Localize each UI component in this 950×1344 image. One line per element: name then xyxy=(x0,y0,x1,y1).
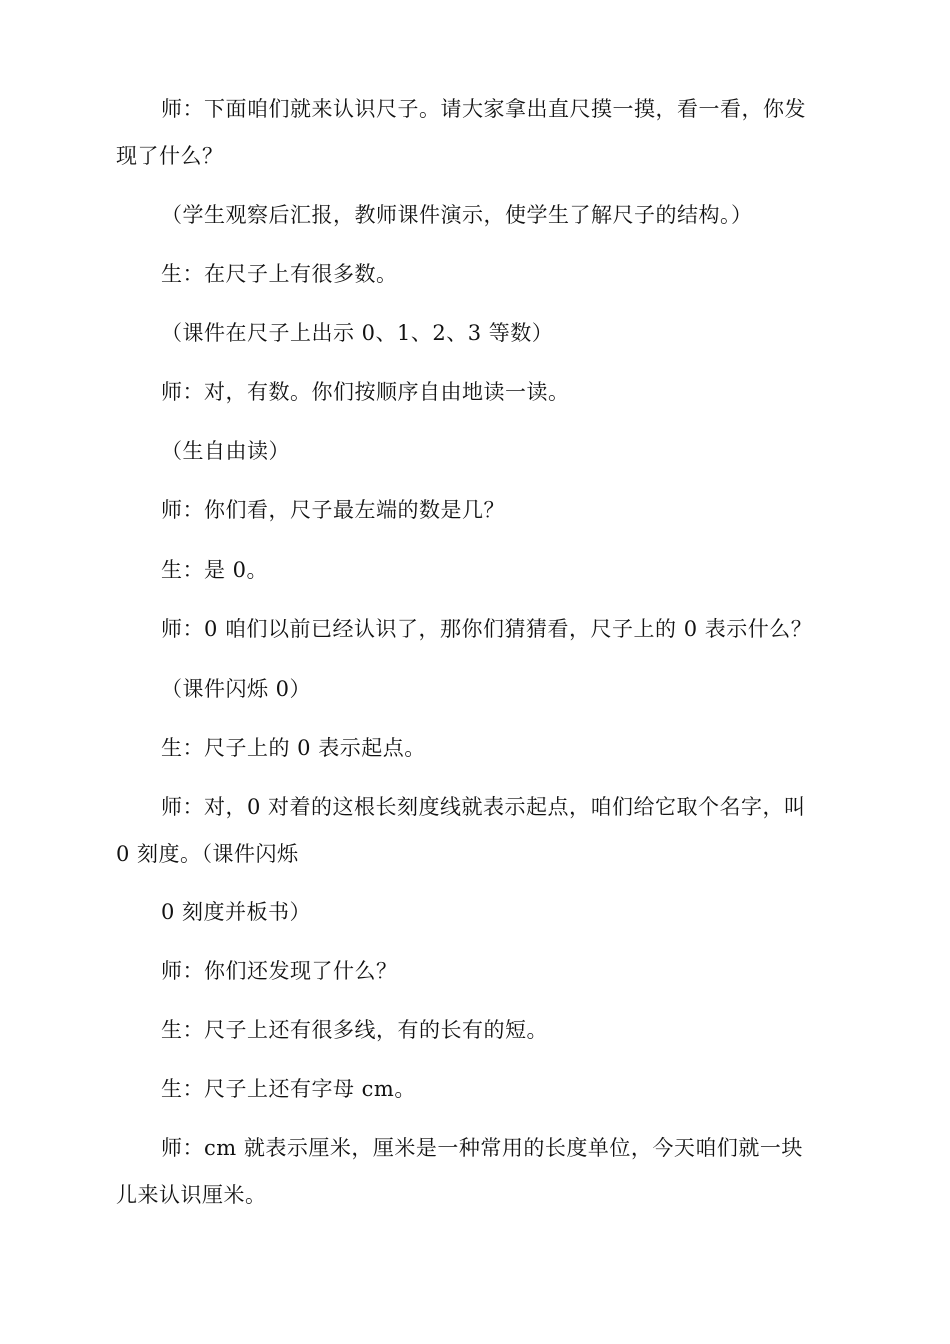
paragraph-11: 生：尺子上的 0 表示起点。 xyxy=(161,736,426,760)
paragraph-5: 师：对，有数。你们按顺序自由地读一读。 xyxy=(161,380,570,404)
paragraph-12-line-2: 0 刻度。（课件闪烁 xyxy=(116,842,299,866)
paragraph-1-line-2: 现了什么？ xyxy=(116,144,224,168)
paragraph-9: 师：0 咱们以前已经认识了，那你们猜猜看，尺子上的 0 表示什么？ xyxy=(161,617,813,641)
paragraph-7: 师：你们看，尺子最左端的数是几？ xyxy=(161,498,505,522)
paragraph-10: （课件闪烁 0） xyxy=(161,677,312,701)
paragraph-17-line-1: 师：cm 就表示厘米，厘米是一种常用的长度单位，今天咱们就一块 xyxy=(161,1136,803,1160)
paragraph-2: （学生观察后汇报，教师课件演示，使学生了解尺子的结构。） xyxy=(161,203,753,227)
paragraph-14: 师：你们还发现了什么？ xyxy=(161,959,398,983)
paragraph-15: 生：尺子上还有很多线，有的长有的短。 xyxy=(161,1018,548,1042)
paragraph-12-line-1: 师：对，0 对着的这根长刻度线就表示起点，咱们给它取个名字，叫 xyxy=(161,795,806,819)
paragraph-6: （生自由读） xyxy=(161,439,290,463)
paragraph-8: 生：是 0。 xyxy=(161,558,269,582)
paragraph-1-line-1: 师：下面咱们就来认识尺子。请大家拿出直尺摸一摸，看一看，你发 xyxy=(161,97,806,121)
paragraph-16: 生：尺子上还有字母 cm。 xyxy=(161,1077,416,1101)
paragraph-3: 生：在尺子上有很多数。 xyxy=(161,262,398,286)
paragraph-17-line-2: 儿来认识厘米。 xyxy=(116,1183,267,1207)
paragraph-4: （课件在尺子上出示 0、1、2、3 等数） xyxy=(161,321,554,345)
paragraph-13: 0 刻度并板书） xyxy=(161,900,312,924)
